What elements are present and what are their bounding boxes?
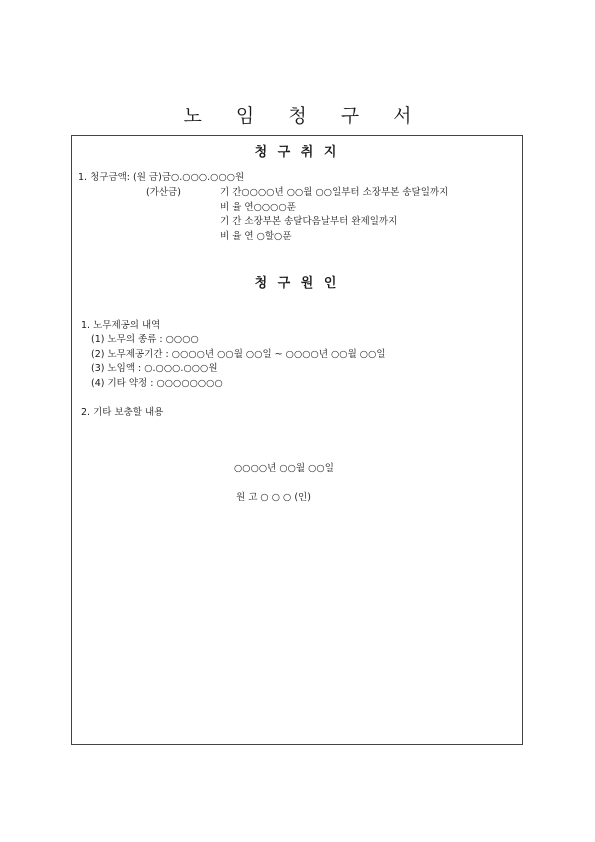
cause-item-1: 1. 노무제공의 내역 — [81, 320, 161, 331]
cause-item-2: 2. 기타 보충할 내용 — [81, 407, 164, 418]
document-title: 노 임 청 구 서 — [183, 105, 426, 127]
plaintiff-signature-line: 원 고 ○ ○ ○ (인) — [236, 492, 311, 503]
interest-period-2: 기 간 소장부본 송달다음날부터 완제일까지 — [220, 216, 398, 227]
cause-sub-4: (4) 기타 약정 : ○○○○○○○○ — [91, 378, 223, 389]
interest-period-1: 기 간○○○○년 ○○월 ○○일부터 소장부본 송달일까지 — [220, 187, 449, 198]
cause-sub-1: (1) 노무의 종류 : ○○○○ — [91, 334, 199, 345]
interest-label: (가산금) — [146, 187, 181, 198]
document-frame — [71, 135, 523, 745]
cause-sub-2: (2) 노무제공기간 : ○○○○년 ○○월 ○○일 ~ ○○○○년 ○○월 ○○일 — [91, 349, 386, 360]
interest-rate-1: 비 율 연○○○○푼 — [220, 202, 296, 213]
interest-rate-2: 비 율 연 ○할○푼 — [220, 231, 292, 242]
claim-amount-line: 1. 청구금액: (원 금)금○.○○○.○○○원 — [78, 172, 245, 183]
section-heading-claim-cause: 청 구 원 인 — [254, 276, 340, 291]
document-date: ○○○○년 ○○월 ○○일 — [234, 463, 334, 474]
cause-sub-3: (3) 노임액 : ○.○○○.○○○원 — [91, 363, 218, 374]
section-heading-claim-purpose: 청 구 취 지 — [254, 145, 340, 160]
